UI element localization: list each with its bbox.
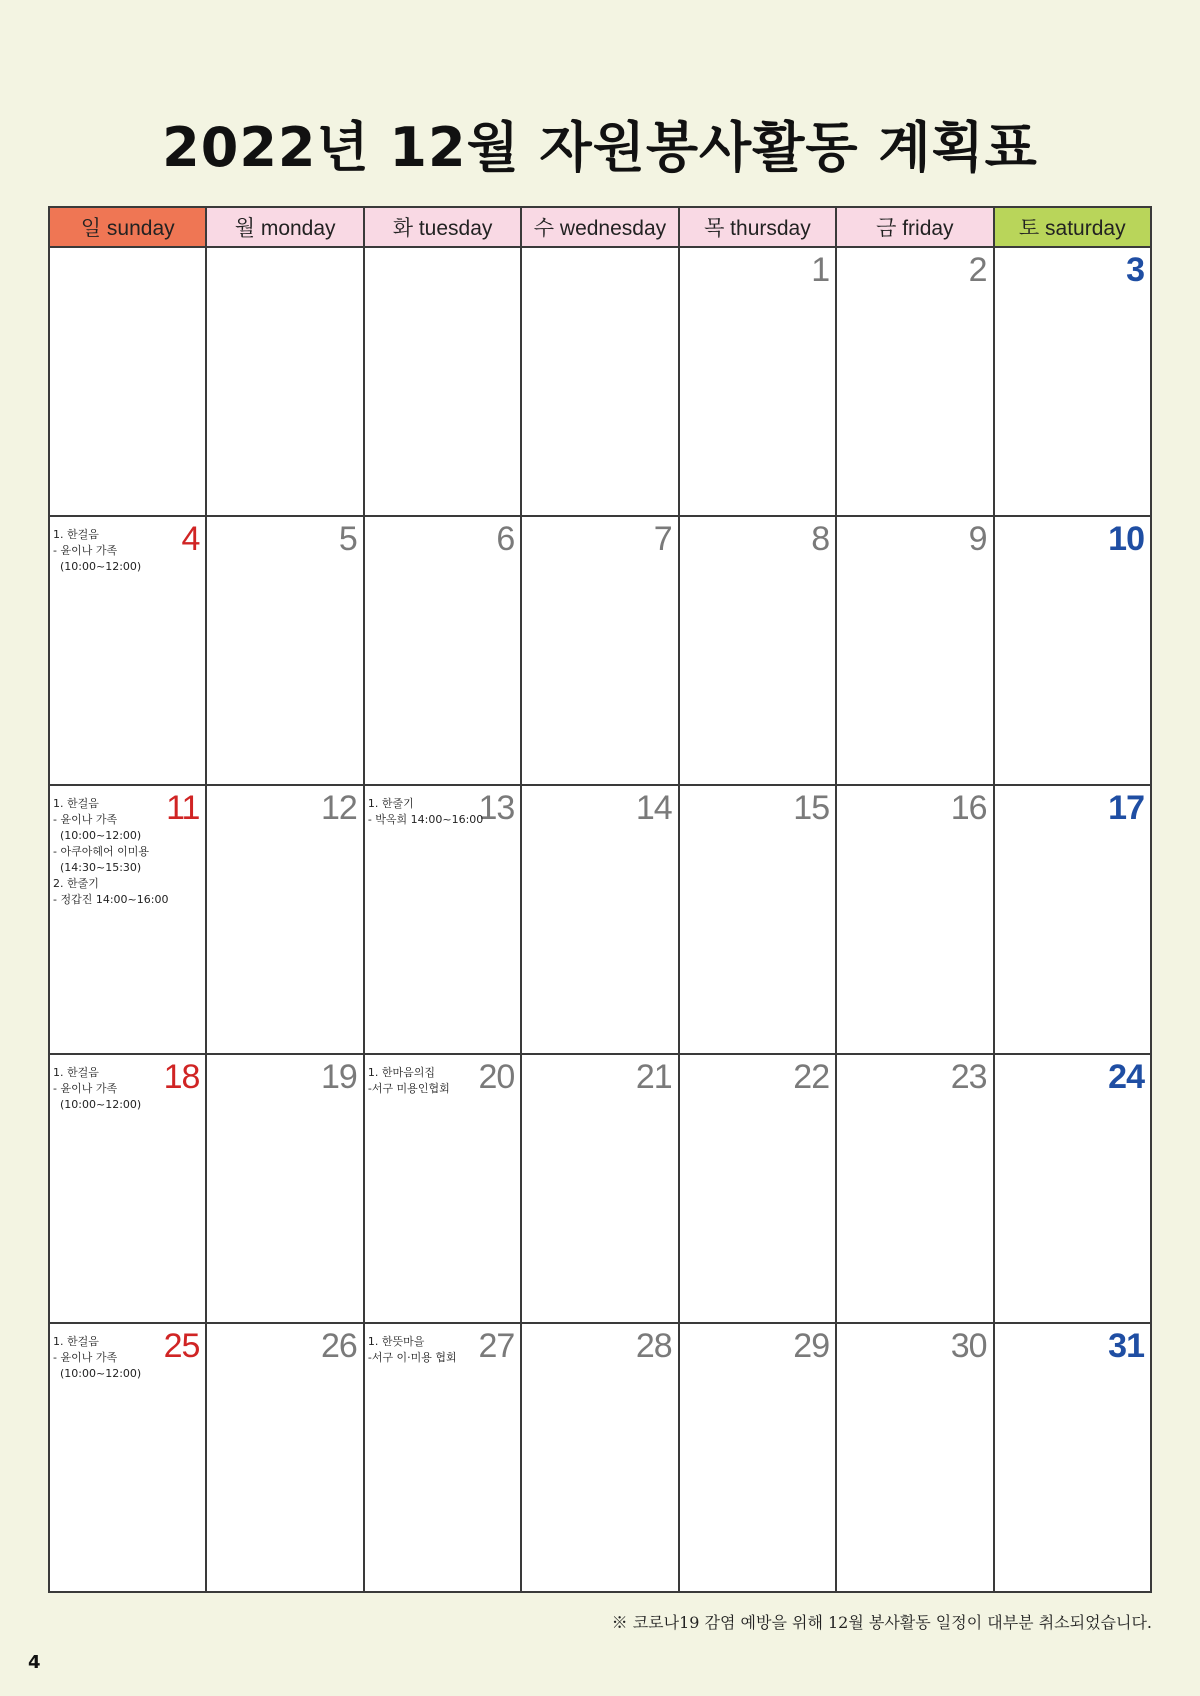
page-number: 4 bbox=[28, 1652, 41, 1673]
event-list bbox=[53, 1065, 141, 1113]
day-cell[interactable] bbox=[521, 785, 678, 1054]
weekday-header: 금 friday bbox=[836, 207, 993, 247]
day-number: 1 bbox=[811, 251, 830, 289]
day-cell[interactable] bbox=[994, 247, 1151, 516]
weekday-header-row bbox=[49, 207, 1151, 247]
weekday-header: 목 thursday bbox=[679, 207, 836, 247]
event-line: - 박옥희 14:00~16:00 bbox=[367, 813, 484, 826]
event-line: 1. 한걸음 bbox=[53, 797, 99, 810]
day-cell[interactable] bbox=[836, 785, 993, 1054]
day-cell[interactable] bbox=[521, 1054, 678, 1323]
event-line: - 윤이나 가족 bbox=[53, 544, 118, 557]
event-line: 1. 한걸음 bbox=[53, 1066, 99, 1079]
day-cell[interactable] bbox=[364, 516, 521, 785]
day-cell[interactable] bbox=[679, 785, 836, 1054]
day-cell[interactable] bbox=[364, 785, 521, 1054]
day-cell[interactable] bbox=[521, 247, 678, 516]
event-line: - 정갑진 14:00~16:00 bbox=[53, 893, 169, 906]
event-list bbox=[53, 527, 141, 575]
day-number: 29 bbox=[793, 1327, 830, 1365]
day-cell[interactable] bbox=[679, 516, 836, 785]
event-line: (10:00~12:00) bbox=[53, 560, 142, 573]
event-line: -서구 미용인협회 bbox=[367, 1082, 450, 1095]
day-number: 23 bbox=[950, 1058, 987, 1096]
day-number: 18 bbox=[163, 1058, 200, 1096]
day-cell[interactable] bbox=[521, 1323, 678, 1592]
day-number: 27 bbox=[478, 1327, 515, 1365]
event-line: 2. 한줄기 bbox=[53, 877, 99, 890]
day-cell[interactable] bbox=[679, 1323, 836, 1592]
event-list bbox=[368, 1065, 450, 1097]
day-number: 8 bbox=[811, 520, 830, 558]
day-number: 19 bbox=[321, 1058, 357, 1096]
page-title: 2022년 12월 자원봉사활동 계획표 bbox=[162, 116, 1038, 179]
weekday-header: 화 tuesday bbox=[364, 207, 521, 247]
day-number: 28 bbox=[635, 1327, 672, 1365]
week-row bbox=[49, 1054, 1151, 1323]
day-number: 5 bbox=[338, 520, 357, 558]
day-number: 26 bbox=[321, 1327, 357, 1365]
calendar-body bbox=[49, 247, 1151, 1592]
event-line: 1. 한줄기 bbox=[367, 797, 414, 810]
day-number: 11 bbox=[166, 789, 200, 827]
day-number: 22 bbox=[793, 1058, 830, 1096]
day-cell[interactable] bbox=[994, 785, 1151, 1054]
day-number: 7 bbox=[653, 520, 672, 558]
day-cell[interactable] bbox=[994, 1054, 1151, 1323]
event-line: (10:00~12:00) bbox=[53, 1098, 142, 1111]
weekday-header: 월 monday bbox=[206, 207, 363, 247]
day-cell[interactable] bbox=[206, 1323, 363, 1592]
day-cell[interactable] bbox=[364, 247, 521, 516]
weekday-header: 토 saturday bbox=[994, 207, 1151, 247]
footnote: ※ 코로나19 감염 예방을 위해 12월 봉사활동 일정이 대부분 취소되었습니다. bbox=[611, 1613, 1152, 1632]
day-cell[interactable] bbox=[994, 1323, 1151, 1592]
day-cell[interactable] bbox=[679, 247, 836, 516]
day-number: 30 bbox=[950, 1327, 987, 1365]
week-row bbox=[49, 247, 1151, 516]
day-cell[interactable] bbox=[364, 1054, 521, 1323]
event-line: (10:00~12:00) bbox=[53, 1367, 142, 1380]
day-cell[interactable] bbox=[49, 785, 206, 1054]
day-cell[interactable] bbox=[49, 247, 206, 516]
event-line: - 윤이나 가족 bbox=[53, 1082, 118, 1095]
day-number: 25 bbox=[163, 1327, 200, 1365]
calendar-table bbox=[48, 206, 1152, 1593]
event-list bbox=[53, 796, 168, 908]
week-row bbox=[49, 516, 1151, 785]
event-list bbox=[368, 1334, 457, 1366]
event-list bbox=[368, 796, 483, 828]
day-cell[interactable] bbox=[521, 516, 678, 785]
day-cell[interactable] bbox=[49, 1054, 206, 1323]
day-number: 12 bbox=[321, 789, 357, 827]
day-cell[interactable] bbox=[49, 516, 206, 785]
day-cell[interactable] bbox=[364, 1323, 521, 1592]
event-line: 1. 한걸음 bbox=[53, 1335, 99, 1348]
day-number: 16 bbox=[950, 789, 987, 827]
day-cell[interactable] bbox=[206, 785, 363, 1054]
day-number: 17 bbox=[1108, 789, 1144, 827]
day-cell[interactable] bbox=[836, 247, 993, 516]
event-line: 1. 한뜻마을 bbox=[367, 1335, 425, 1348]
event-line: 1. 한마음의집 bbox=[367, 1066, 435, 1079]
event-line: -서구 이·미용 협회 bbox=[367, 1351, 457, 1364]
day-number: 14 bbox=[635, 789, 672, 827]
day-cell[interactable] bbox=[206, 516, 363, 785]
event-line: (10:00~12:00) bbox=[53, 829, 142, 842]
event-line: - 아쿠아헤어 이미용 bbox=[53, 845, 149, 858]
day-number: 15 bbox=[793, 789, 830, 827]
day-number: 20 bbox=[478, 1058, 515, 1096]
week-row bbox=[49, 1323, 1151, 1592]
day-number: 10 bbox=[1108, 520, 1144, 558]
day-number: 13 bbox=[478, 789, 515, 827]
event-line: 1. 한걸음 bbox=[53, 528, 99, 541]
day-number: 6 bbox=[496, 520, 515, 558]
day-number: 24 bbox=[1108, 1058, 1144, 1096]
day-cell[interactable] bbox=[206, 247, 363, 516]
event-list bbox=[53, 1334, 141, 1382]
day-cell[interactable] bbox=[836, 516, 993, 785]
event-line: (14:30~15:30) bbox=[53, 861, 142, 874]
day-number: 2 bbox=[968, 251, 987, 289]
day-number: 21 bbox=[635, 1058, 672, 1096]
day-cell[interactable] bbox=[206, 1054, 363, 1323]
day-number: 3 bbox=[1126, 251, 1144, 289]
day-number: 4 bbox=[181, 520, 200, 558]
day-cell[interactable] bbox=[836, 1323, 993, 1592]
weekday-header: 일 sunday bbox=[49, 207, 206, 247]
week-row bbox=[49, 785, 1151, 1054]
day-cell[interactable] bbox=[836, 1054, 993, 1323]
day-cell[interactable] bbox=[679, 1054, 836, 1323]
day-cell[interactable] bbox=[49, 1323, 206, 1592]
weekday-header: 수 wednesday bbox=[521, 207, 678, 247]
day-number: 9 bbox=[968, 520, 987, 558]
day-number: 31 bbox=[1108, 1327, 1144, 1365]
day-cell[interactable] bbox=[994, 516, 1151, 785]
event-line: - 윤이나 가족 bbox=[53, 813, 118, 826]
event-line: - 윤이나 가족 bbox=[53, 1351, 118, 1364]
